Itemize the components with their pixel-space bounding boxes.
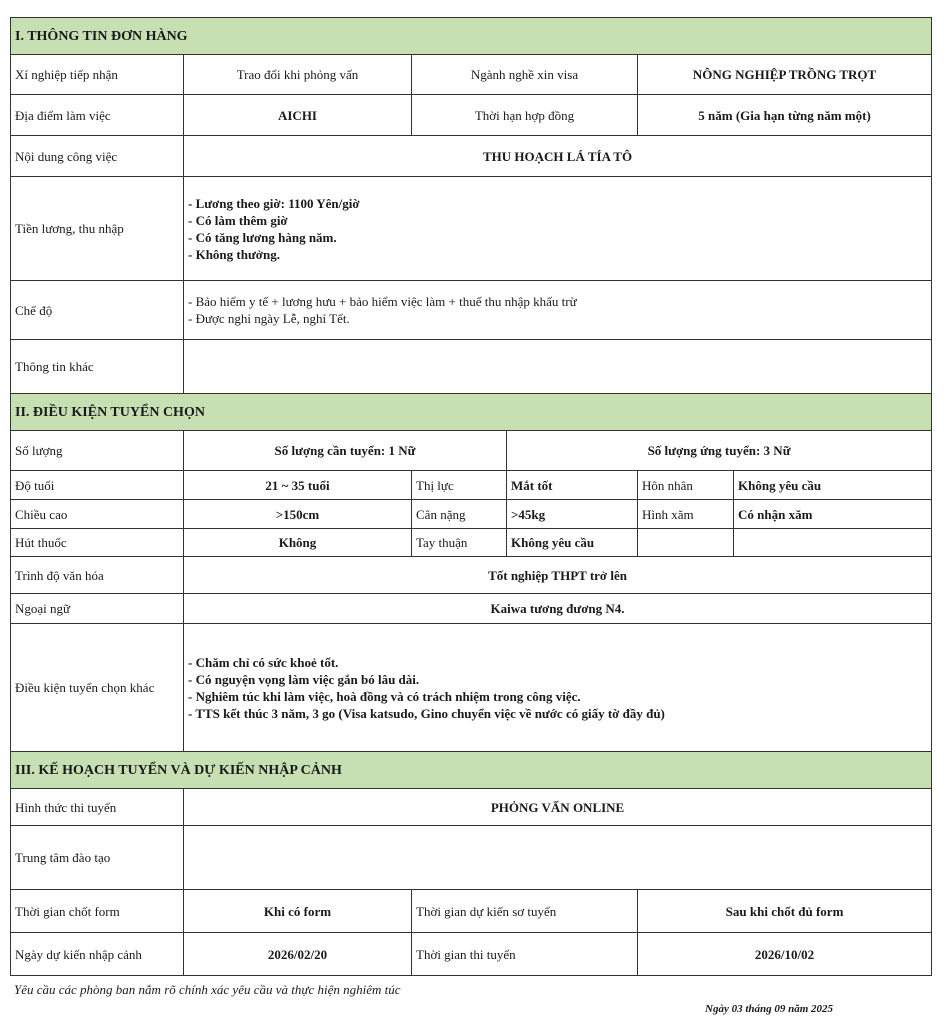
field-value: 2026/02/20: [184, 933, 412, 976]
conditions-list: [188, 654, 927, 722]
field-label: Ngoại ngữ: [11, 594, 184, 624]
list-item: - Không thưởng.: [188, 246, 280, 262]
field-value: Số lượng cần tuyển: 1 Nữ: [184, 431, 507, 471]
form-row: [11, 55, 932, 95]
form-row: [11, 933, 932, 976]
field-value: >150cm: [184, 500, 412, 529]
section-title: I. THÔNG TIN ĐƠN HÀNG: [11, 18, 932, 55]
list-item: - Bảo hiểm y tế + lương hưu + bảo hiểm việc làm + thuế thu nhập khấu trừ: [188, 294, 577, 309]
field-value: Có nhận xăm: [734, 500, 932, 529]
field-label: Thông tin khác: [11, 340, 184, 394]
conditions-list-cell: [184, 624, 932, 752]
section-3-header: [11, 752, 932, 789]
field-label: Trình độ văn hóa: [11, 557, 184, 594]
list-item: - Lương theo giờ: 1100 Yên/giờ: [188, 195, 360, 211]
section-title: II. ĐIỀU KIỆN TUYỂN CHỌN: [11, 394, 932, 431]
salary-list-cell: [184, 177, 932, 281]
field-label: Tay thuận: [412, 529, 507, 557]
field-label: Nội dung công việc: [11, 136, 184, 177]
field-label: Độ tuổi: [11, 471, 184, 500]
footer-note: Yêu cầu các phòng ban nắm rõ chính xác yêu cầu và thực hiện nghiêm túc: [14, 982, 401, 997]
field-value: 5 năm (Gia hạn từng năm một): [638, 95, 932, 136]
field-label: Thời gian thi tuyển: [412, 933, 638, 976]
field-value: Mắt tốt: [507, 471, 638, 500]
field-value: >45kg: [507, 500, 638, 529]
form-row: [11, 431, 932, 471]
form-row: [11, 95, 932, 136]
form-row: [11, 281, 932, 340]
field-value: AICHI: [184, 95, 412, 136]
form-row: [11, 890, 932, 933]
field-value: Số lượng ứng tuyển: 3 Nữ: [507, 431, 932, 471]
field-value: 2026/10/02: [638, 933, 932, 976]
field-value: Không: [184, 529, 412, 557]
field-label: Trung tâm đào tạo: [11, 826, 184, 890]
field-label: Cân nặng: [412, 500, 507, 529]
field-value: 21 ~ 35 tuổi: [184, 471, 412, 500]
field-value: Kaiwa tương đương N4.: [184, 594, 932, 624]
list-item: - Có tăng lương hàng năm.: [188, 229, 337, 245]
form-row: [11, 624, 932, 752]
field-label: Thị lực: [412, 471, 507, 500]
field-value: THU HOẠCH LÁ TÍA TÔ: [184, 136, 932, 177]
list-item: - Chăm chỉ có sức khoẻ tốt.: [188, 654, 339, 670]
form-row: [11, 557, 932, 594]
document-date: Ngày 03 tháng 09 năm 2025: [705, 1003, 834, 1015]
form-row: [11, 177, 932, 281]
field-label: Điều kiện tuyển chọn khác: [11, 624, 184, 752]
field-label: [638, 529, 734, 557]
list-item: - Có làm thêm giờ: [188, 212, 288, 228]
field-label: Chiều cao: [11, 500, 184, 529]
form-row: [11, 340, 932, 394]
field-label: Hôn nhân: [638, 471, 734, 500]
field-value: Sau khi chốt đủ form: [638, 890, 932, 933]
field-label: Địa điểm làm việc: [11, 95, 184, 136]
field-label: Tiền lương, thu nhập: [11, 177, 184, 281]
form-row: [11, 594, 932, 624]
field-label: Thời gian chốt form: [11, 890, 184, 933]
benefit-list-cell: [184, 281, 932, 340]
field-label: Hút thuốc: [11, 529, 184, 557]
field-label: Số lượng: [11, 431, 184, 471]
section-2-header: [11, 394, 932, 431]
field-label: Xí nghiệp tiếp nhận: [11, 55, 184, 95]
list-item: - Được nghỉ ngày Lễ, nghỉ Tết.: [188, 311, 350, 326]
benefit-list: [188, 293, 927, 327]
list-item: - Nghiêm túc khi làm việc, hoà đồng và có trách nhiệm trong công việc.: [188, 688, 581, 704]
list-item: - Có nguyện vọng làm việc gắn bó lâu dài.: [188, 671, 420, 687]
form-row: [11, 471, 932, 500]
field-value: [184, 340, 932, 394]
salary-list: [188, 195, 927, 263]
section-1-header: [11, 18, 932, 55]
field-value: [734, 529, 932, 557]
field-label: Ngày dự kiến nhập cảnh: [11, 933, 184, 976]
field-value: Không yêu cầu: [734, 471, 932, 500]
field-value: Không yêu cầu: [507, 529, 638, 557]
field-value: Tốt nghiệp THPT trở lên: [184, 557, 932, 594]
field-label: Ngành nghề xin visa: [412, 55, 638, 95]
field-label: Thời gian dự kiến sơ tuyển: [412, 890, 638, 933]
field-value: NÔNG NGHIỆP TRỒNG TRỌT: [638, 55, 932, 95]
order-form-table: [10, 17, 932, 976]
list-item: - TTS kết thúc 3 năm, 3 go (Visa katsudo, Gino chuyển việc về nước có giấy tờ đầy đủ): [188, 705, 665, 721]
field-value: PHỎNG VẤN ONLINE: [184, 789, 932, 826]
form-row: [11, 136, 932, 177]
form-row: [11, 826, 932, 890]
field-label: Thời hạn hợp đồng: [412, 95, 638, 136]
form-row: [11, 529, 932, 557]
field-value: Khi có form: [184, 890, 412, 933]
field-value: [184, 826, 932, 890]
field-value: Trao đổi khi phỏng vấn: [184, 55, 412, 95]
field-label: Hình xăm: [638, 500, 734, 529]
section-title: III. KẾ HOẠCH TUYỂN VÀ DỰ KIẾN NHẬP CẢNH: [11, 752, 932, 789]
field-label: Hình thức thi tuyển: [11, 789, 184, 826]
form-row: [11, 500, 932, 529]
field-label: Chế độ: [11, 281, 184, 340]
form-row: [11, 789, 932, 826]
